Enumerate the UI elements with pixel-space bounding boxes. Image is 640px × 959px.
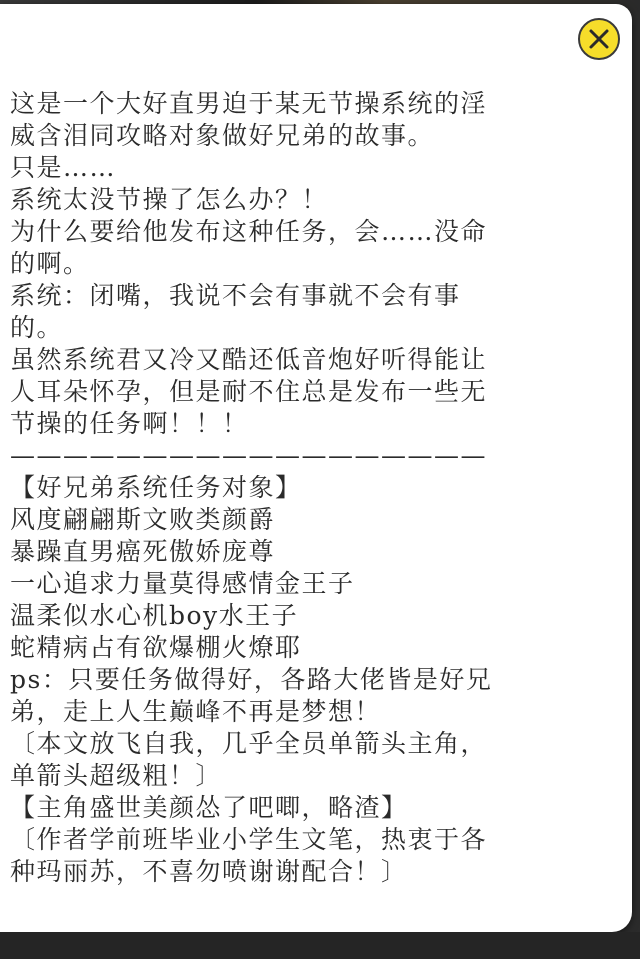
- synopsis-line: 节操的任务啊！！！: [10, 409, 249, 438]
- synopsis-line: 的。: [10, 313, 64, 342]
- close-icon: [588, 28, 610, 50]
- section-heading: 【好兄弟系统任务对象】: [10, 473, 302, 502]
- synopsis-line: 系统：闭嘴，我说不会有事就不会有事: [10, 281, 461, 310]
- character-item: 一心追求力量莫得感情金王子: [10, 569, 355, 598]
- synopsis-line: 这是一个大好直男迫于某无节操系统的淫: [10, 89, 488, 118]
- character-item: 风度翩翩斯文败类颜爵: [10, 505, 276, 534]
- synopsis-line: 种玛丽苏，不喜勿喷谢谢配合！〕: [10, 857, 408, 886]
- close-button[interactable]: [578, 18, 620, 60]
- synopsis-line: 的啊。: [10, 249, 90, 278]
- synopsis-text: [10, 88, 575, 888]
- synopsis-line: 虽然系统君又冷又酷还低音炮好听得能让: [10, 345, 488, 374]
- synopsis-line: 单箭头超级粗！〕: [10, 761, 223, 790]
- character-item: 暴躁直男癌死傲娇庞尊: [10, 537, 276, 566]
- synopsis-line: 威含泪同攻略对象做好兄弟的故事。: [10, 121, 435, 150]
- synopsis-line: 只是……: [10, 153, 117, 182]
- synopsis-line: 弟，走上人生巅峰不再是梦想！: [10, 697, 382, 726]
- background-strip-bottom: [0, 932, 640, 959]
- synopsis-line: 【主角盛世美颜怂了吧唧，略渣】: [10, 793, 408, 822]
- synopsis-line: 系统太没节操了怎么办？！: [10, 185, 329, 214]
- character-item: 温柔似水心机boy水王子: [10, 601, 299, 630]
- synopsis-line: 人耳朵怀孕，但是耐不住总是发布一些无: [10, 377, 488, 406]
- divider-line: ——————————————————: [10, 441, 487, 470]
- synopsis-line: 〔本文放飞自我，几乎全员单箭头主角，: [10, 729, 488, 758]
- character-item: 蛇精病占有欲爆棚火燎耶: [10, 633, 302, 662]
- synopsis-line: 〔作者学前班毕业小学生文笔，热衷于各: [10, 825, 488, 854]
- synopsis-modal: [0, 4, 632, 932]
- synopsis-line: 为什么要给他发布这种任务，会……没命: [10, 217, 488, 246]
- synopsis-line: ps：只要任务做得好，各路大佬皆是好兄: [10, 665, 493, 694]
